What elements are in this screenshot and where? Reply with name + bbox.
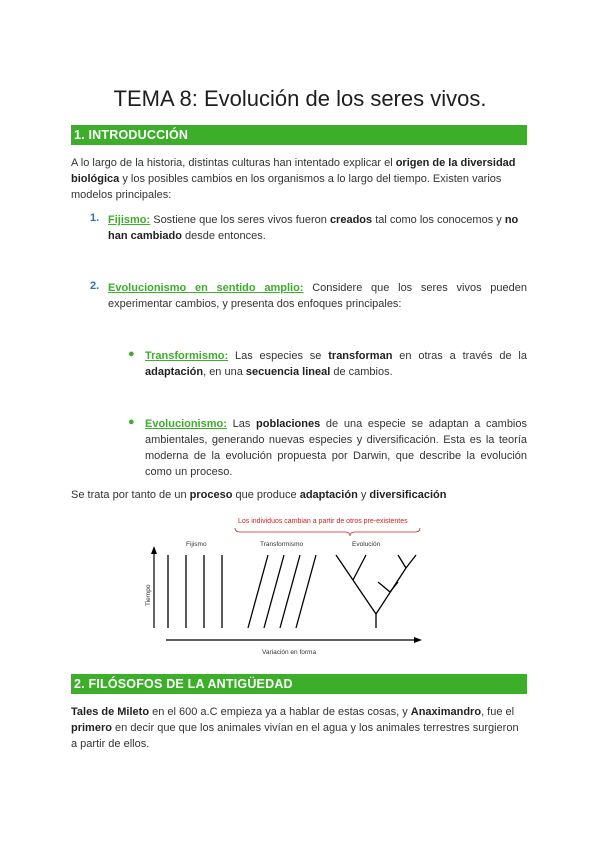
evolution-models-diagram bbox=[140, 510, 480, 660]
evolucion-tree bbox=[336, 555, 416, 628]
term-evolucionismo-amplio: Evolucionismo en sentido amplio: bbox=[108, 282, 304, 294]
y-axis-arrow bbox=[151, 546, 157, 554]
annotation-bracket bbox=[235, 528, 420, 536]
term-transformismo: Transformismo: bbox=[145, 350, 229, 362]
page-title: TEMA 8: Evolución de los seres vivos. bbox=[113, 86, 487, 111]
bullet-dot: ● bbox=[128, 416, 135, 428]
section-heading-filosofos: 2. FILÓSOFOS DE LA ANTIGÜEDAD bbox=[71, 674, 527, 694]
y-axis-label: Tiempo bbox=[145, 584, 152, 606]
list-item-fijismo: Fijismo: Sostiene que los seres vivos fueron creados tal como los conocemos y no han cambiado desde entonces. bbox=[108, 214, 519, 242]
label-fijismo: Fijismo bbox=[186, 541, 207, 548]
x-axis-label: Variación en forma bbox=[262, 649, 317, 656]
filosofos-paragraph: Tales de Mileto en el 600 a.C empieza ya a hablar de estas cosas, y Anaximandro, fue el primero en decir que que los animales vivían en el agua y los animales terrestres surgieron a partir de ellos. bbox=[71, 706, 519, 750]
bullet-dot: ● bbox=[128, 348, 135, 360]
transformismo-lines bbox=[248, 555, 316, 628]
term-evolucionismo: Evolucionismo: bbox=[145, 418, 227, 430]
diagram-annotation: Los individuos cambian a partir de otros pre-existentes bbox=[238, 518, 408, 525]
list-item-evolucionismo-amplio: Evolucionismo en sentido amplio: Considere que los seres vivos pueden experimentar cambios, y presenta dos enfoques principales: bbox=[108, 282, 528, 310]
intro-paragraph: A lo largo de la historia, distintas culturas han intentado explicar el origen de la diversidad biológica y los posibles cambios en los organismos a lo largo del tiempo. Existen varios modelos principales: bbox=[71, 157, 516, 201]
fijismo-lines bbox=[168, 555, 222, 628]
summary-paragraph: Se trata por tanto de un proceso que produce adaptación y diversificación bbox=[71, 489, 447, 501]
label-transformismo: Transformismo bbox=[260, 541, 304, 548]
bullet-evolucionismo: Evolucionismo: Las poblaciones de una especie se adaptan a cambios ambientales, generando nuevas especies y diversificación. Esta es la teoría moderna de la evolución propuesta por Darwin, que describe la evolución como un proceso. bbox=[145, 418, 527, 478]
x-axis-arrow bbox=[414, 637, 422, 643]
label-evolucion: Evolución bbox=[352, 541, 381, 548]
list-number-2: 2. bbox=[90, 280, 100, 292]
term-fijismo: Fijismo: bbox=[108, 214, 151, 226]
section-heading-introduccion: 1. INTRODUCCIÓN bbox=[71, 125, 527, 145]
list-number-1: 1. bbox=[90, 212, 100, 224]
bullet-transformismo: Transformismo: Las especies se transforman en otras a través de la adaptación, en una secuencia lineal de cambios. bbox=[145, 350, 527, 378]
